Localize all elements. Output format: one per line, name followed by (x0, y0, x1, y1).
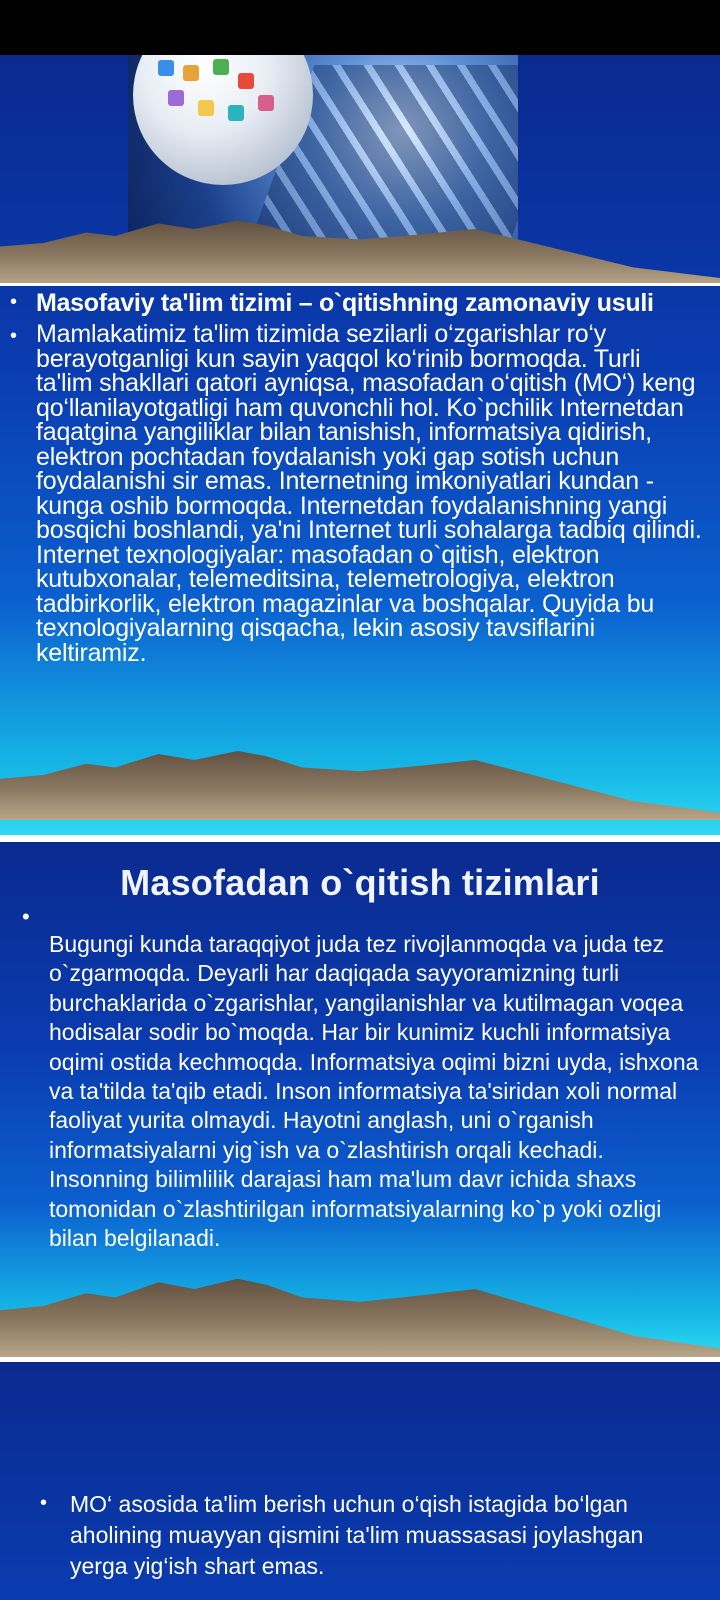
slide-1 (0, 55, 720, 835)
page-title: Masofadan o`qitish tizimlari (120, 862, 600, 903)
mountain-decoration (0, 745, 720, 820)
globe-laptop-image (128, 55, 518, 245)
paragraph: Bugungi kunda taraqqiyot juda tez rivojlanmoqda va juda tez o`zgarmoqda. Deyarli har daqiqada sayyoramizning turli burchaklarida o`zgarishlar, yangilanishlar va kutilmagan voqea hodisalar sodir bo`moqda. Har bir kunimiz kuchli informatsiya oqimi ostida kechmoqda. Informatsiya oqimi bizni uyda, ishxona va ta'tilda ta'qib etadi. Inson informatsiya ta'siridan xoli normal faoliyat yurita olmaydi. Hayotni anglash, uni o`rganish informatsiyalarni yig`ish va o`zlashtirish orqali kechadi. Insonning bilimlilik darajasi ham ma'lum davr ichida shaxs tomonidan o`zlashtirilgan informatsiyalarning ko`p yoki ozligi bilan belgilanadi. (49, 931, 699, 1252)
paragraph: Mamlakatimiz ta'lim tizimida sezilarli o‘zgarishlar ro‘y berayotganligi kun sayin yaqqol ko‘rinib bormoqda. Turli ta'lim shakllari qatori ayniqsa, masofadan o‘qitish (MO‘) keng qo‘llanilayotgatligi ham quvonchli hol. Ko`pchilik Internetdan faqatgina yangiliklar bilan tanishish, informatsiya qidirish, elektron pochtadan foydalanish yoki gap sotish uchun foydalanishi sir emas. Internetning imkoniyatlari kundan - kunga oshib bormoqda. Internetdan foydalanishning yangi bosqichi boshlandi, ya'ni Internet turli sohalarga tadbiq qilindi. Internet texnologiyalar: masofadan o`qitish, elektron kutubxonalar, telemeditsina, telemetrologiya, elektron tadbirkorlik, elektron magazinlar va boshqalar. Quyida bu texnologiyalarning qisqacha, lekin asosiy tavsiflarini keltiramiz. (36, 320, 702, 667)
bullet-list (10, 288, 702, 665)
slide-3 (0, 1362, 720, 1600)
bullet-list (40, 1489, 690, 1582)
bullet-icon: • (22, 904, 30, 929)
bullet-icon: • (10, 291, 18, 313)
list-item (10, 322, 702, 665)
bullet-icon: • (10, 325, 18, 347)
paragraph: MO‘ asosida ta'lim berish uchun o‘qish istagida bo‘lgan aholining muayyan qismini ta'lim muassasasi joylashgan yerga yig‘ish shart emas. (70, 1491, 644, 1579)
list-item (40, 1489, 690, 1582)
mountain-decoration (0, 1272, 720, 1357)
divider (0, 283, 720, 286)
slide-separator (0, 835, 720, 842)
bullet-icon: • (40, 1492, 48, 1514)
slide-heading: Masofaviy ta'lim tizimi – o`qitishning zamonaviy usuli (36, 289, 654, 317)
list-item (10, 288, 702, 318)
slide-2 (0, 842, 720, 1357)
